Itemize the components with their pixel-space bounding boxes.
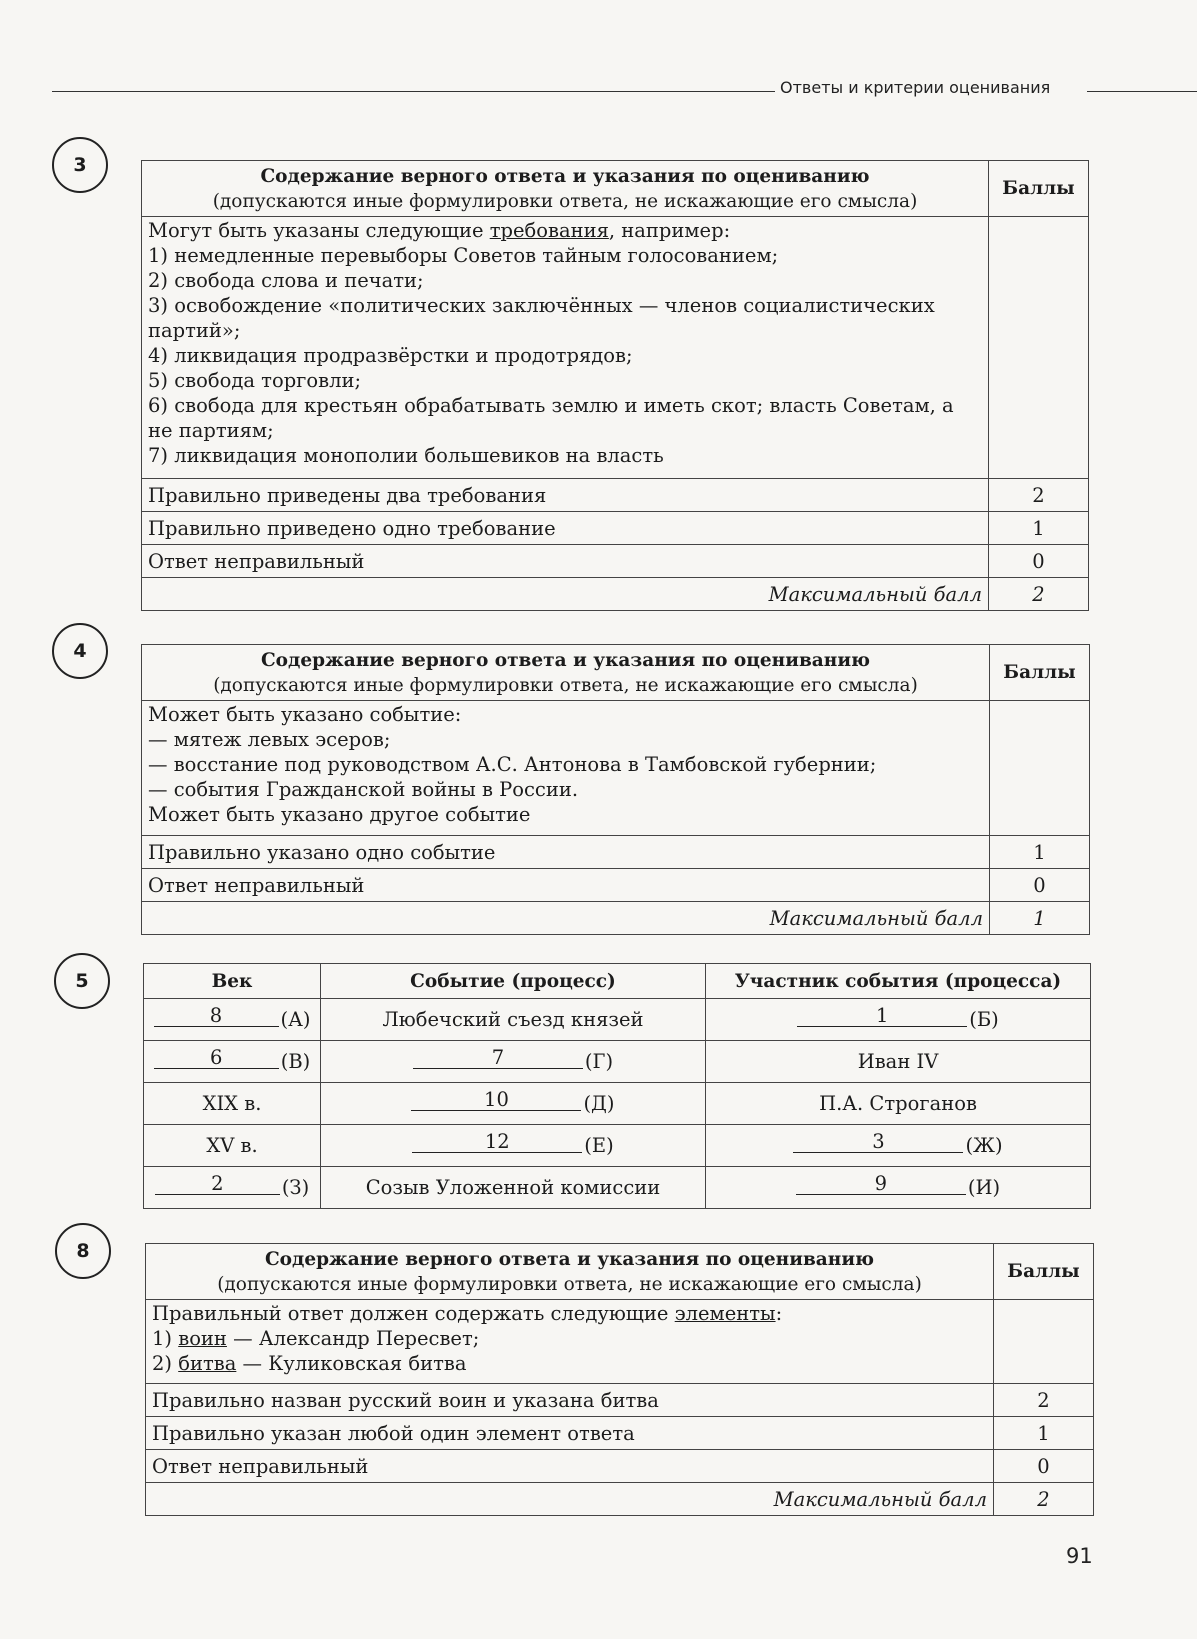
criterion-text: Ответ неправильный	[142, 869, 990, 902]
blank-letter: (А)	[280, 1008, 311, 1031]
century-cell	[144, 1041, 321, 1083]
column-header-event: Событие (процесс)	[321, 964, 706, 999]
answer-line: Может быть указано другое событие	[148, 803, 531, 826]
points-header: Баллы	[989, 161, 1089, 217]
points-cell	[989, 217, 1089, 479]
criterion-points: 1	[989, 512, 1089, 545]
question-3-number: 3	[52, 137, 108, 193]
answer-item: 3) освобождение «политических заключённых — членов социалистических партий»;	[148, 294, 935, 342]
answer-blank: 6	[154, 1048, 279, 1069]
criteria-header-subtitle: (допускаются иные формулировки ответа, не искажающие его смысла)	[217, 1273, 922, 1295]
key-term: требования	[489, 219, 609, 242]
header-rule-left	[52, 91, 775, 92]
points-header: Баллы	[994, 1244, 1094, 1300]
max-score-label: Максимальный балл	[142, 578, 989, 611]
column-header-participant: Участник события (процесса)	[706, 964, 1091, 999]
answer-line: — события Гражданской войны в России.	[148, 778, 579, 801]
answer-item: 1) воин — Александр Пересвет;	[152, 1327, 480, 1350]
column-header-century: Век	[144, 964, 321, 999]
criterion-text: Правильно назван русский воин и указана битва	[146, 1384, 994, 1417]
answer-content	[142, 217, 989, 479]
answer-blank: 9	[796, 1174, 966, 1195]
blank-letter: (Б)	[969, 1008, 999, 1031]
criterion-points: 0	[994, 1450, 1094, 1483]
max-score-label: Максимальный балл	[146, 1483, 994, 1516]
question-4-table	[141, 644, 1090, 935]
event-cell: Созыв Уложенной комиссии	[321, 1167, 706, 1209]
key-term: битва	[178, 1352, 237, 1375]
header-rule-right	[1087, 91, 1197, 92]
answer-item: 6) свобода для крестьян обрабатывать землю и иметь скот; власть Советам, а не партиям;	[148, 394, 954, 442]
criteria-header-title: Содержание верного ответа и указания по оцениванию	[260, 649, 871, 671]
criterion-text: Правильно приведены два требования	[142, 479, 989, 512]
criterion-text: Правильно приведено одно требование	[142, 512, 989, 545]
criterion-points: 1	[994, 1417, 1094, 1450]
event-cell	[321, 1125, 706, 1167]
question-4-number: 4	[52, 623, 108, 679]
answer-line: Может быть указано событие:	[148, 703, 462, 726]
table-row	[144, 1041, 1091, 1083]
max-score-value: 1	[990, 902, 1090, 935]
table-row	[144, 999, 1091, 1041]
criteria-header-title: Содержание верного ответа и указания по оцениванию	[264, 1248, 875, 1270]
participant-cell	[706, 1167, 1091, 1209]
table-row	[144, 1167, 1091, 1209]
event-cell: Любечский съезд князей	[321, 999, 706, 1041]
blank-letter: (Д)	[583, 1092, 615, 1115]
criterion-text: Правильно указан любой один элемент ответа	[146, 1417, 994, 1450]
participant-cell	[706, 1125, 1091, 1167]
answer-blank: 7	[413, 1048, 583, 1069]
criterion-points: 0	[990, 869, 1090, 902]
participant-cell	[706, 999, 1091, 1041]
table-row	[144, 1125, 1091, 1167]
answer-blank: 8	[154, 1006, 279, 1027]
question-8-table	[145, 1243, 1094, 1516]
answer-line: — восстание под руководством А.С. Антонова в Тамбовской губернии;	[148, 753, 877, 776]
answer-item: 2) свобода слова и печати;	[148, 269, 424, 292]
century-cell	[144, 1167, 321, 1209]
answer-blank: 3	[793, 1132, 963, 1153]
blank-letter: (В)	[280, 1050, 311, 1073]
points-header: Баллы	[990, 645, 1090, 701]
table-row	[144, 1083, 1091, 1125]
criterion-points: 0	[989, 545, 1089, 578]
century-cell: XIX в.	[144, 1083, 321, 1125]
criterion-points: 1	[990, 836, 1090, 869]
blank-letter: (З)	[281, 1176, 310, 1199]
question-3-table	[141, 160, 1089, 611]
blank-letter: (Ж)	[965, 1134, 1003, 1157]
key-term: элементы	[674, 1302, 776, 1325]
criteria-header	[146, 1244, 994, 1300]
question-5-table	[143, 963, 1091, 1209]
max-score-value: 2	[994, 1483, 1094, 1516]
event-cell	[321, 1083, 706, 1125]
question-8-number: 8	[55, 1223, 111, 1279]
blank-letter: (И)	[967, 1176, 1001, 1199]
max-score-value: 2	[989, 578, 1089, 611]
criteria-header	[142, 161, 989, 217]
answer-content	[142, 701, 990, 836]
answer-blank: 10	[411, 1090, 581, 1111]
answer-blank: 2	[155, 1174, 280, 1195]
answer-intro: Правильный ответ должен содержать следующие элементы:	[152, 1302, 783, 1325]
criterion-text: Ответ неправильный	[142, 545, 989, 578]
participant-cell: П.А. Строганов	[706, 1083, 1091, 1125]
century-cell: XV в.	[144, 1125, 321, 1167]
max-score-label: Максимальный балл	[142, 902, 990, 935]
answer-item: 1) немедленные перевыборы Советов тайным голосованием;	[148, 244, 779, 267]
answer-item: 4) ликвидация продразвёрстки и продотрядов;	[148, 344, 633, 367]
answer-blank: 1	[797, 1006, 967, 1027]
criteria-header-subtitle: (допускаются иные формулировки ответа, не искажающие его смысла)	[212, 190, 918, 212]
criteria-header	[142, 645, 990, 701]
points-cell	[990, 701, 1090, 836]
answer-intro: Могут быть указаны следующие требования, например:	[148, 219, 731, 242]
criterion-text: Правильно указано одно событие	[142, 836, 990, 869]
answer-blank: 12	[412, 1132, 582, 1153]
blank-letter: (Г)	[584, 1050, 614, 1073]
criterion-text: Ответ неправильный	[146, 1450, 994, 1483]
answer-item: 7) ликвидация монополии большевиков на власть	[148, 444, 664, 467]
criterion-points: 2	[989, 479, 1089, 512]
century-cell	[144, 999, 321, 1041]
points-cell	[994, 1300, 1094, 1384]
answer-item: 5) свобода торговли;	[148, 369, 362, 392]
criteria-header-title: Содержание верного ответа и указания по оцениванию	[260, 165, 870, 187]
criterion-points: 2	[994, 1384, 1094, 1417]
answer-item: 2) битва — Куликовская битва	[152, 1352, 467, 1375]
key-term: воин	[178, 1327, 227, 1350]
running-header: Ответы и критерии оценивания	[780, 78, 1051, 97]
blank-letter: (Е)	[584, 1134, 614, 1157]
answer-line: — мятеж левых эсеров;	[148, 728, 391, 751]
page-number: 91	[1066, 1544, 1093, 1568]
answer-content	[146, 1300, 994, 1384]
question-5-number: 5	[54, 953, 110, 1009]
event-cell	[321, 1041, 706, 1083]
participant-cell: Иван IV	[706, 1041, 1091, 1083]
criteria-header-subtitle: (допускаются иные формулировки ответа, не искажающие его смысла)	[213, 674, 918, 696]
